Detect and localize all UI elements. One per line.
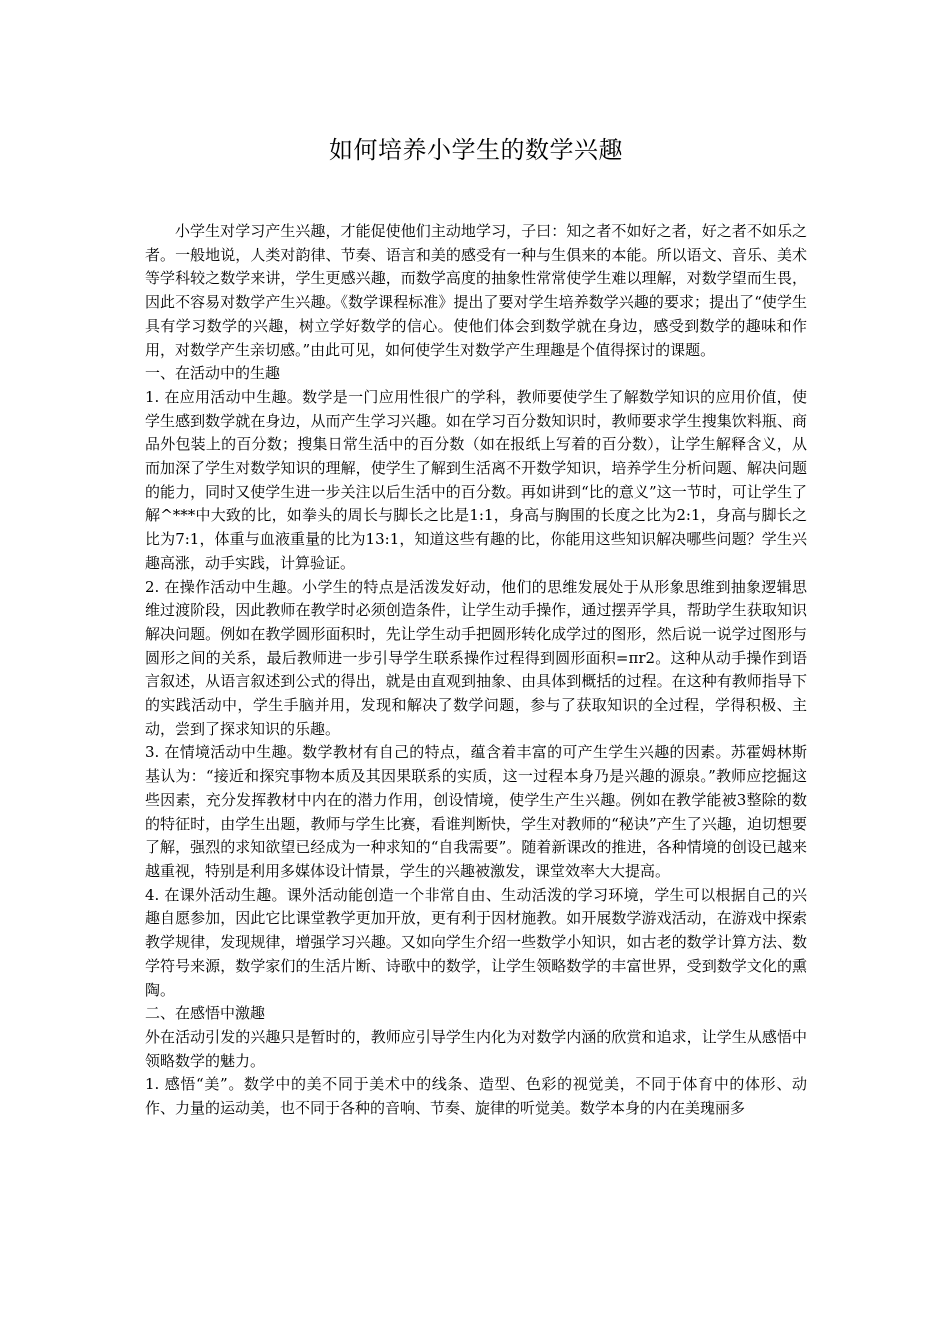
paragraph-1-4: 4. 在课外活动生趣。课外活动能创造一个非常自由、生动活泼的学习环境，学生可以根据自己的兴趣自愿参加，因此它比课堂教学更加开放，更有利于因材施教。如开展数学游戏活动，在游戏中探索教学规律，发现规律，增强学习兴趣。又如向学生介绍一些数学小知识，如古老的数学计算方法、数学符号来源，数学家们的生活片断、诗歌中的数学，让学生领略数学的丰富世界，受到数学文化的熏陶。 [145, 885, 807, 999]
document-body [145, 220, 807, 1121]
paragraph-1-1: 1. 在应用活动中生趣。数学是一门应用性很广的学科，教师要使学生了解数学知识的应用价值，使学生感到数学就在身边，从而产生学习兴趣。如在学习百分数知识时，教师要求学生搜集饮料瓶、商品外包装上的百分数；搜集日常生活中的百分数（如在报纸上写着的百分数），让学生解释含义，从而加深了学生对数学知识的理解，使学生了解到生活离不开数学知识，培养学生分析问题、解决问题的能力，同时又使学生进一步关注以后生活中的百分数。再如讲到“比的意义”这一节时，可让学生了解^***中大致的比，如拳头的周长与脚长之比是1:1，身高与胸围的长度之比为2:1，身高与脚长之比为7:1，体重与血液重量的比为13:1，知道这些有趣的比，你能用这些知识解决哪些问题？学生兴趣高涨，动手实践，计算验证。 [145, 387, 807, 572]
paragraph-1-2: 2. 在操作活动中生趣。小学生的特点是活泼发好动，他们的思维发展处于从形象思维到抽象逻辑思维过渡阶段，因此教师在教学时必须创造条件，让学生动手操作，通过摆弄学具，帮助学生获取知识解决问题。例如在教学圆形面积时，先让学生动手把圆形转化成学过的图形，然后说一说学过图形与圆形之间的关系，最后教师进一步引导学生联系操作过程得到圆形面积=πr2。这种从动手操作到语言叙述，从语言叙述到公式的得出，就是由直观到抽象、由具体到概括的过程。在这种有教师指导下的实践活动中，学生手脑并用，发现和解决了数学问题，参与了获取知识的全过程，学得积极、主动，尝到了探求知识的乐趣。 [145, 577, 807, 738]
document-title: 如何培养小学生的数学兴趣 [329, 136, 623, 164]
section-heading-2: 二、在感悟中激趣 [145, 1004, 266, 1023]
paragraph-2-1: 1. 感悟“美”。数学中的美不同于美术中的线条、造型、色彩的视觉美，不同于体育中的体形、动作、力量的运动美，也不同于各种的音响、节奏、旋律的听觉美。数学本身的内在美瑰丽多 [145, 1075, 807, 1118]
section-heading-1: 一、在活动中的生趣 [145, 364, 281, 383]
paragraph-1-3: 3. 在情境活动中生趣。数学教材有自己的特点，蕴含着丰富的可产生学生兴趣的因素。苏霍姆林斯基认为：“接近和探究事物本质及其因果联系的实质，这一过程本身乃是兴趣的源泉。”教师应挖掘这些因素，充分发挥教材中内在的潜力作用，创设情境，使学生产生兴趣。例如在教学能被3整除的数的特征时，由学生出题，教师与学生比赛，看谁判断快，学生对教师的“秘诀”产生了兴趣，迫切想要了解，强烈的求知欲望已经成为一种求知的“自我需要”。随着新课改的推进，各种情境的创设已越来越重视，特别是利用多媒体设计情景，学生的兴趣被激发，课堂效率大大提高。 [145, 743, 807, 880]
paragraph-2-intro: 外在活动引发的兴趣只是暂时的，教师应引导学生内化为对数学内涵的欣赏和追求，让学生从感悟中领略数学的魅力。 [145, 1027, 807, 1070]
document-page [145, 0, 807, 1121]
intro-paragraph: 小学生对学习产生兴趣，才能促使他们主动地学习，子曰：知之者不如好之者，好之者不如乐之者。一般地说，人类对韵律、节奏、语言和美的感受有一种与生俱来的本能。所以语文、音乐、美术等学科较之数学来讲，学生更感兴趣，而数学高度的抽象性常常使学生难以理解，对数学望而生畏，因此不容易对数学产生兴趣。《数学课程标准》提出了要对学生培养数学兴趣的要求；提出了“使学生具有学习数学的兴趣，树立学好数学的信心。使他们体会到数学就在身边，感受到数学的趣味和作用，对数学产生亲切感。”由此可见，如何使学生对数学产生理趣是个值得探讨的课题。 [145, 222, 807, 359]
